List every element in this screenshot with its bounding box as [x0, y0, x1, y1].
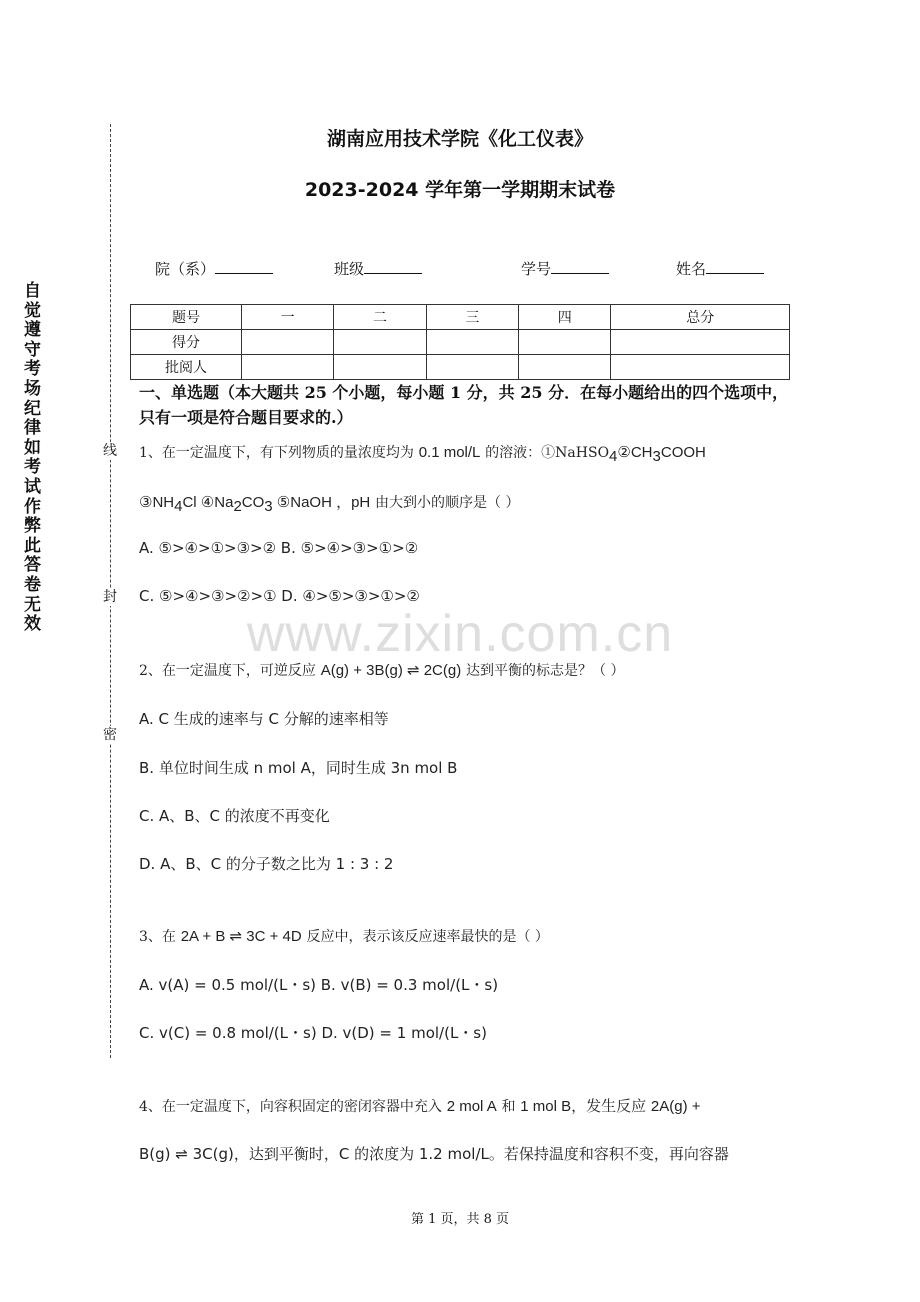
question-1-stem: 1、在一定温度下，有下列物质的量浓度均为 0.1 mol/L 的溶液：$①NaHSO_4②CH_3COOH$ [139, 444, 706, 465]
question-3-options-ab[interactable]: A. v(A) = 0.5 mol/(L・s) B. v(B) = 0.3 mol/(L・s) [139, 976, 499, 994]
binding-mark-xian: 线 [103, 443, 117, 459]
blank-line [364, 259, 422, 274]
info-field-name[interactable] [676, 258, 764, 279]
info-label: 学号 [521, 260, 552, 278]
header-cell: 题号 [131, 305, 242, 330]
question-4-stem-line2: B(g) ⇌ 3C(g)，达到平衡时，C 的浓度为 1.2 mol/L。若保持温度和容积不变，再向容器 [139, 1145, 729, 1163]
question-2-option-b[interactable]: B. 单位时间生成 n mol A，同时生成 3n mol B [139, 759, 458, 777]
question-2-option-a[interactable]: A. C 生成的速率与 C 分解的速率相等 [139, 710, 389, 728]
row-label: 得分 [131, 330, 242, 355]
question-2-option-c[interactable]: C. A、B、C 的浓度不再变化 [139, 807, 330, 825]
score-row [131, 330, 790, 355]
score-cell[interactable] [334, 330, 426, 355]
blank-line [551, 259, 609, 274]
grader-cell[interactable] [426, 355, 518, 380]
grader-cell[interactable] [611, 355, 790, 380]
question-2-option-d[interactable]: D. A、B、C 的分子数之比为 1 : 3 : 2 [139, 855, 394, 873]
score-cell[interactable] [242, 330, 334, 355]
grader-cell[interactable] [519, 355, 611, 380]
header-cell: 三 [426, 305, 518, 330]
header-cell: 一 [242, 305, 334, 330]
question-4-stem: 4、在一定温度下，向容积固定的密闭容器中充入 2 mol A 和 1 mol B，发生反应 2A(g) + [139, 1098, 701, 1115]
question-1-stem-line2: $③NH_4Cl$ $④Na_2CO_3$ ⑤NaOH ，pH 由大到小的顺序是（ ） [139, 494, 520, 515]
score-table [130, 304, 790, 380]
watermark: www.zixin.com.cn [246, 605, 674, 663]
header-cell: 总分 [611, 305, 790, 330]
info-label: 姓名 [676, 260, 707, 278]
grader-cell[interactable] [242, 355, 334, 380]
question-1-options-ab[interactable]: A. ⑤>④>①>③>② B. ⑤>④>③>①>② [139, 539, 419, 557]
score-cell[interactable] [611, 330, 790, 355]
grader-cell[interactable] [334, 355, 426, 380]
exam-subtitle: 2023-2024 学年第一学期期末试卷 [304, 179, 616, 201]
info-field-class[interactable] [334, 258, 422, 279]
question-1-options-cd[interactable]: C. ⑤>④>③>②>① D. ④>⑤>③>①>② [139, 587, 420, 605]
section-heading: 一、单选题（本大题共 25 个小题，每小题 1 分，共 25 分．在每小题给出的四个选项中，只有一项是符合题目要求的.） [139, 383, 789, 427]
score-table-header-row [131, 305, 790, 330]
info-field-student-id[interactable] [521, 258, 609, 279]
sidebar-exam-rules-text: 自觉遵守考场纪律如考试作弊此答卷无效 [24, 281, 41, 635]
row-label: 批阅人 [131, 355, 242, 380]
header-cell: 四 [519, 305, 611, 330]
blank-line [706, 259, 764, 274]
binding-mark-feng: 封 [103, 589, 117, 605]
blank-line [215, 259, 273, 274]
question-3-stem: 3、在 2A + B ⇌ 3C + 4D 反应中，表示该反应速率最快的是（ ） [139, 928, 549, 945]
info-label: 班级 [334, 260, 365, 278]
info-label: 院（系） [155, 260, 216, 278]
question-3-options-cd[interactable]: C. v(C) = 0.8 mol/(L・s) D. v(D) = 1 mol/(L・s) [139, 1024, 487, 1042]
score-cell[interactable] [426, 330, 518, 355]
score-cell[interactable] [519, 330, 611, 355]
info-field-department[interactable] [155, 258, 273, 279]
exam-title: 湖南应用技术学院《化工仪表》 [326, 128, 593, 150]
page-number: 第 1 页，共 8 页 [410, 1212, 510, 1227]
question-2-stem: 2、在一定温度下，可逆反应 A(g) + 3B(g) ⇌ 2C(g) 达到平衡的标志是？（ ） [139, 662, 625, 679]
binding-mark-mi: 密 [103, 727, 117, 743]
header-cell: 二 [334, 305, 426, 330]
grader-row [131, 355, 790, 380]
